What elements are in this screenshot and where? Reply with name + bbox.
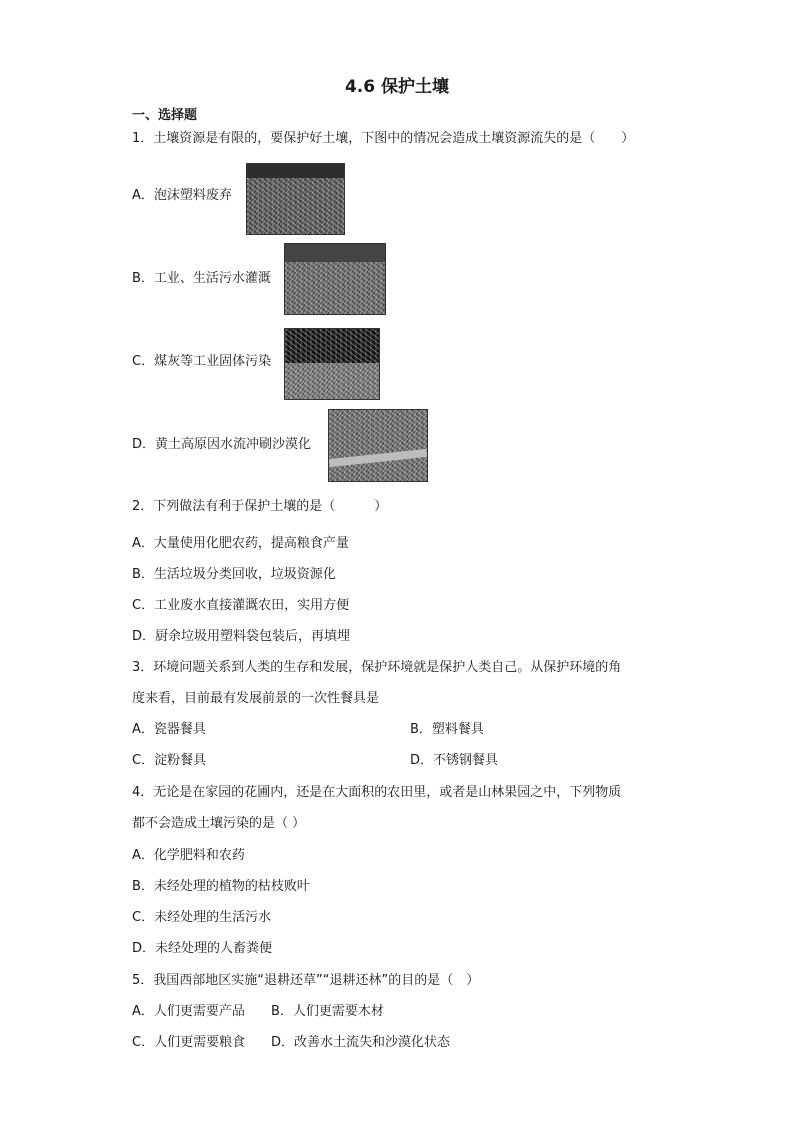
q4-option-d: D．未经处理的人畜粪便 bbox=[132, 941, 273, 956]
q1-option-d: D．黄土高原因水流冲刷沙漠化 bbox=[132, 437, 312, 452]
question-3-line-1: 3．环境问题关系到人类的生存和发展，保护环境就是保护人类自己。从保护环境的角 bbox=[132, 660, 622, 675]
q5-option-c: C．人们更需要粮食 bbox=[132, 1035, 246, 1050]
q4-option-a: A．化学肥料和农药 bbox=[132, 848, 245, 863]
question-4-line-2: 都不会造成土壤污染的是（ ） bbox=[132, 816, 306, 831]
q1-option-c: C．煤灰等工业固体污染 bbox=[132, 354, 272, 369]
page-title: 4.6 保护土壤 bbox=[344, 77, 450, 97]
q2-option-d: D．厨余垃圾用塑料袋包装后，再填埋 bbox=[132, 629, 351, 644]
photo-coal-ash-pollution bbox=[284, 328, 380, 400]
q5-option-a: A．人们更需要产品 bbox=[132, 1004, 245, 1019]
q4-option-b: B．未经处理的植物的枯枝败叶 bbox=[132, 879, 310, 894]
q3-option-a: A．瓷器餐具 bbox=[132, 722, 206, 737]
question-4-line-1: 4．无论是在家园的花圃内，还是在大面积的农田里，或者是山林果园之中，下列物质 bbox=[132, 785, 622, 800]
question-2: 2．下列做法有利于保护土壤的是（ ） bbox=[132, 499, 388, 514]
q5-option-b: B．人们更需要木材 bbox=[271, 1004, 384, 1019]
photo-foam-waste bbox=[246, 163, 345, 235]
question-3-line-2: 度来看，目前最有发展前景的一次性餐具是 bbox=[132, 691, 380, 706]
q3-option-b: B．塑料餐具 bbox=[410, 722, 484, 737]
photo-loess-erosion bbox=[328, 409, 428, 482]
question-5: 5．我国西部地区实施“退耕还草”“退耕还林”的目的是（ ） bbox=[132, 973, 480, 988]
q2-option-b: B．生活垃圾分类回收，垃圾资源化 bbox=[132, 567, 336, 582]
section-heading: 一、选择题 bbox=[132, 108, 198, 123]
q1-option-a: A．泡沫塑料废弃 bbox=[132, 188, 232, 203]
q3-option-d: D．不锈钢餐具 bbox=[410, 753, 499, 768]
question-1: 1．土壤资源是有限的，要保护好土壤，下图中的情况会造成土壤资源流失的是（ ） bbox=[132, 131, 635, 146]
q2-option-c: C．工业废水直接灌溉农田，实用方便 bbox=[132, 598, 350, 613]
photo-sewage-irrigation bbox=[284, 243, 386, 315]
q4-option-c: C．未经处理的生活污水 bbox=[132, 910, 272, 925]
q2-option-a: A．大量使用化肥农药，提高粮食产量 bbox=[132, 536, 349, 551]
q1-option-b: B．工业、生活污水灌溉 bbox=[132, 271, 271, 286]
q3-option-c: C．淀粉餐具 bbox=[132, 753, 207, 768]
q5-option-d: D．改善水土流失和沙漠化状态 bbox=[271, 1035, 451, 1050]
